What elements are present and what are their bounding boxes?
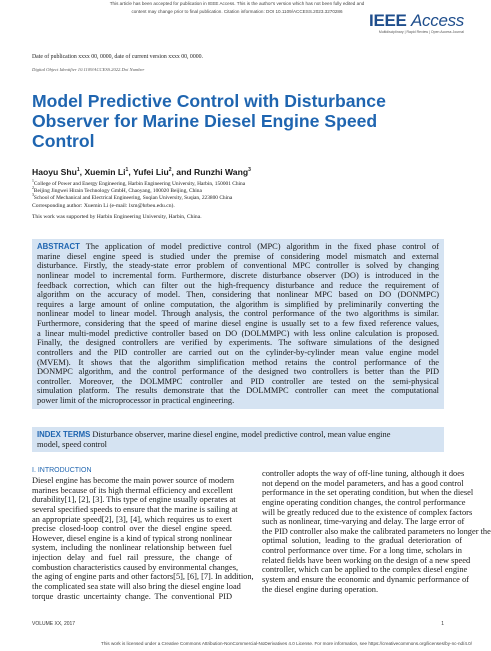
abstract-box: ABSTRACT The application of model predictive control (MPC) algorithm in the fixed phase control of marine diesel engine speed is studied under the premise of considering model mismatch and external disturbance. Firstly, the steady-state error problem of conventional MPC controller is solved by changing nonlinear model to incremental form. Furthermore, discrete disturbance observer (DO) is introduced in the feedback correction, which can filter out the high-frequency disturbance and reduce the requirement of algorithm on the accuracy of model. Then, considering that nonlinear MPC based on DO (DONMPC) requires a large amount of online computation, the algorithm is simplified by preliminarily converting the nonlinear model to linear model. Through analysis, the control performance of the two algorithms is similar. Furthermore, considering that the speed of marine diesel engine is usually set to a few fixed reference values, a linear multi-model predictive controller based on DO (DOLMMPC) with less online calculation is proposed. Finally, the designed controllers are verified by experiments. The software simulations of the designed controllers and the PID controller are carried out on the cylinder-by-cylinder mean value engine model (MVEM). It shows that the algorithm simplification method retains the control performance of the DONMPC algorithm, and the control performance of the designed two controllers is better than the PID controller. Moreover, the DOLMMPC controller and PID controller are tested on the semi-physical simulation platform. The results demonstrate that the DOLMMPC controller can meet the computational power limit of the microprocessor in practical engineering. (32, 239, 444, 409)
author-name: Xuemin Li (84, 167, 126, 177)
index-terms-box: INDEX TERMS Disturbance observer, marine diesel engine, model predictive control, mean value engine model, speed control (32, 427, 444, 452)
affiliation: $^3$School of Mechanical and Electrical Engineering, Suqian University, Suqian, 223800 China (32, 193, 233, 201)
doi-line: Digital Object Identifier 10.1109/ACCESS.2022.Doi Number (32, 67, 145, 72)
license-footer: This work is licensed under a Creative Commons Attribution-NonCommercial-NoDerivatives 4.0 License. For more information, see https://creativecommons.org/licenses/by-nc-nd/4.0/ (101, 641, 472, 646)
citation-note: content may change prior to final publication. Citation information: DOI 10.1109/ACCESS.2023.3270286 (131, 9, 343, 14)
volume-footer: VOLUME XX, 2017 (32, 621, 76, 627)
author-name: Yufei Liu (132, 167, 169, 177)
author-name: Haoyu Shu (32, 167, 77, 177)
ieee-access-logo (369, 12, 464, 34)
section-heading: I. INTRODUCTION (32, 467, 92, 474)
corresponding-author: Corresponding author: Xuemin Li (e-mail: lxm@hrbeu.edu.cn). (32, 203, 175, 209)
intro-right-column: controller adopts the way of off-line tuning, although it does not depend on the model parameters, and has a good control performance in the set operating condition, but when the diesel engine operating condition changes, the control performance will be greatly reduced due to the existence of complex factors such as nonlinear, time-varying and delay. The large error of the PID controller also make the calibrated parameters no longer the optimal solution, leading to the gradual deterioration of control performance over time. For a long time, scholars in related fields have been working on the design of a new speed controller, which can be applied to the complex diesel engine system and ensure the economic and dynamic performance of the diesel engine during operation. (262, 469, 491, 594)
publication-date: Date of publication xxxx 00, 0000, date of current version xxxx 00, 0000. (32, 54, 203, 60)
author-list: Haoyu Shu$^1$, Xuemin Li$^1$, Yufei Liu$^2$, and Runzhi Wang$^3$ (32, 167, 251, 177)
logo-tagline: Multidisciplinary | Rapid Review | Open Access Journal (378, 30, 464, 34)
intro-left-column: I. INTRODUCTION Diesel engine has become the main power source of modern marines because of its high thermal efficiency and excellent durability[1], [2], [3]. This type of engine usually operates at several specified speeds to ensure that the marine is sailing at an appropriate speed[2], [3], [4], which requires us to exert precise closed-loop control over the diesel engine speed. However, diesel engine is a kind of typical strong nonlinear system, including the nonlinear relationship between fuel injection delay and fuel rail pressure, the change of combustion characteristics caused by environmental changes, the aging of engine parts and other factors[5], [6], [7]. In addition, the complicated sea state will also bring the diesel engine load torque drastic uncertainty change. The conventional PID (32, 467, 254, 601)
acceptance-note: This article has been accepted for publication in IEEE Access. This is the author's version which has not been fully edited and (109, 1, 365, 6)
logo-access-text: Access (411, 11, 464, 30)
paper-title: Model Predictive Control with Disturbance Observer for Marine Diesel Engine Speed Control (32, 91, 386, 151)
abstract-label: ABSTRACT (37, 242, 80, 251)
page-number: 1 (441, 621, 444, 627)
funding-note: This work was supported by Harbin Engineering University, Harbin, China. (32, 214, 202, 220)
author-name: Runzhi Wang (193, 167, 249, 177)
logo-ieee-text: IEEE (369, 11, 407, 30)
affiliation: $^1$College of Power and Energy Engineering, Harbin Engineering University, Harbin, 150001 China (32, 179, 246, 187)
affiliation: $^2$Beijing Jingwei Hirain Technology GmbH, Chaoyang, 100020 Beijing, China (32, 186, 202, 194)
index-terms-label: INDEX TERMS (37, 430, 91, 439)
